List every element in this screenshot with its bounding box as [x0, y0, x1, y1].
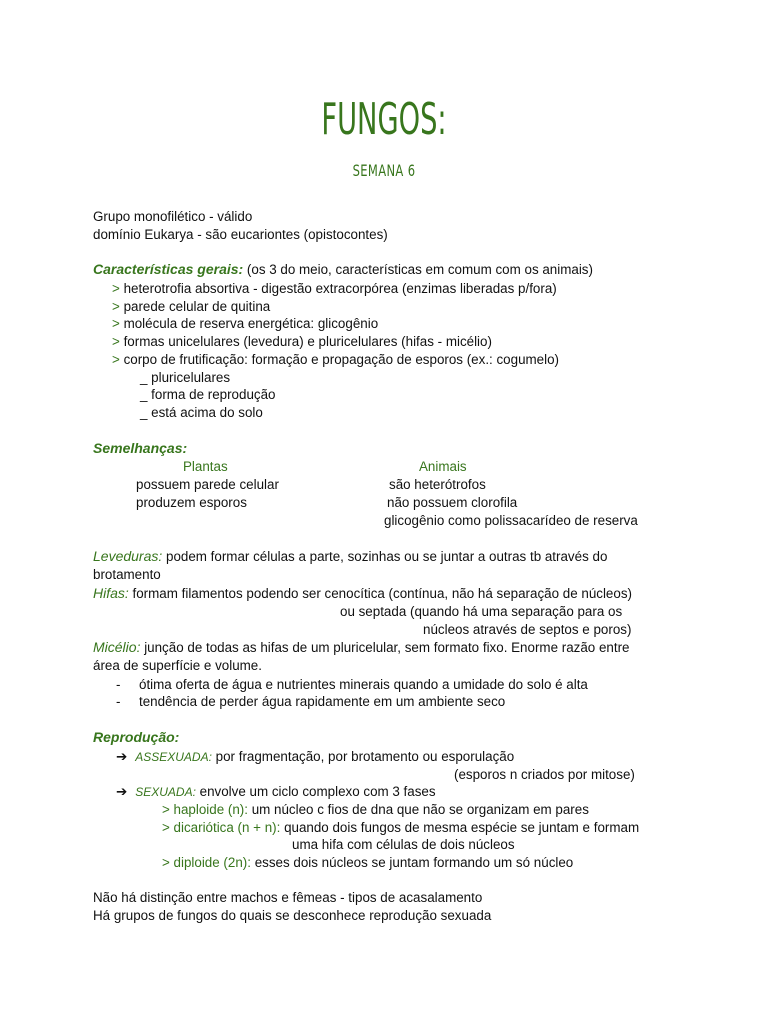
sexuada-text: envolve um ciclo complexo com 3 fases	[195, 784, 436, 799]
intro-line-1: Grupo monofilético - válido	[93, 209, 253, 224]
leveduras-line-2: brotamento	[93, 567, 161, 582]
reproducao-heading: Reprodução:	[93, 729, 180, 745]
intro-line-2: domínio Eukarya - são eucariontes (opistocontes)	[93, 227, 388, 242]
micelio-item: ótima oferta de água e nutrientes minerais quando a umidade do solo é alta	[139, 677, 588, 692]
item-marker: >	[112, 299, 120, 314]
micelio-text: junção de todas as hifas de um pluricelular, sem formato fixo. Enorme razão entre	[140, 640, 630, 655]
fase-label: > diploide (2n):	[162, 855, 251, 870]
caracteristicas-note: (os 3 do meio, características em comum com os animais)	[243, 262, 593, 277]
page-title: FUNGOS:	[321, 94, 447, 145]
caracteristica-item	[112, 280, 557, 297]
caracteristica-subitem: _ está acima do solo	[140, 405, 263, 420]
micelio-bullet: -	[116, 694, 121, 709]
final-line-2: Há grupos de fungos do quais se desconhece reprodução sexuada	[93, 908, 492, 923]
micelio-item: tendência de perder água rapidamente em um ambiente seco	[139, 694, 506, 709]
micelio-line-2: área de superfície e volume.	[93, 658, 262, 673]
caracteristica-text: corpo de frutificação: formação e propagação de esporos (ex.: cogumelo)	[123, 352, 560, 367]
caracteristicas-heading: Características gerais:	[93, 261, 244, 277]
arrow-right-icon: ➔	[116, 784, 128, 799]
item-marker: >	[112, 316, 120, 331]
sexuada-line	[116, 783, 436, 801]
item-marker: >	[112, 334, 120, 349]
leveduras-text: podem formar células a parte, sozinhas ou se juntar a outras tb através do	[162, 549, 608, 564]
caracteristica-text: molécula de reserva energética: glicogênio	[123, 316, 379, 331]
caracteristica-item	[112, 315, 378, 332]
caracteristicas-line	[93, 261, 593, 278]
micelio-line-1	[93, 639, 629, 656]
fase-label: > haploide (n):	[162, 802, 248, 817]
assexuada-line	[116, 748, 514, 766]
fase-text: quando dois fungos de mesma espécie se juntam e formam	[280, 820, 640, 835]
fase-haploide	[162, 801, 589, 818]
caracteristica-item	[112, 333, 492, 350]
hifas-line-2: ou septada (quando há uma separação para os	[340, 604, 623, 619]
fase-diploide	[162, 854, 573, 871]
item-marker: >	[112, 281, 120, 296]
semelhancas-plantas-item: possuem parede celular	[136, 477, 279, 492]
hifas-term: Hifas:	[93, 585, 129, 601]
hifas-text: formam filamentos podendo ser cenocítica (contínua, não há separação de núcleos)	[128, 586, 632, 601]
leveduras-term: Leveduras:	[93, 548, 163, 564]
page-subtitle: SEMANA 6	[352, 161, 416, 180]
caracteristica-subitem: _ pluricelulares	[140, 370, 231, 385]
fase-label: > dicariótica (n + n):	[162, 820, 281, 835]
micelio-bullet: -	[116, 677, 121, 692]
assexuada-text: por fragmentação, por brotamento ou esporulação	[211, 749, 515, 764]
caracteristica-subitem: _ forma de reprodução	[140, 387, 276, 402]
semelhancas-col-animais-head: Animais	[419, 459, 467, 474]
assexuada-note: (esporos n criados por mitose)	[454, 767, 635, 782]
fase-text: esses dois núcleos se juntam formando um só núcleo	[250, 855, 574, 870]
leveduras-line-1	[93, 548, 607, 565]
caracteristica-item	[112, 351, 559, 368]
semelhancas-animais-item: não possuem clorofila	[387, 495, 518, 510]
fase-dicariotica	[162, 819, 639, 836]
semelhancas-animais-item: glicogênio como polissacarídeo de reserva	[384, 513, 638, 528]
hifas-line-3: núcleos através de septos e poros)	[423, 622, 632, 637]
fase-text: um núcleo c fios de dna que não se organizam em pares	[247, 802, 589, 817]
caracteristica-item	[112, 298, 270, 315]
caracteristica-text: heterotrofia absortiva - digestão extracorpórea (enzimas liberadas p/fora)	[123, 281, 557, 296]
caracteristica-text: parede celular de quitina	[123, 299, 271, 314]
item-marker: >	[112, 352, 120, 367]
sexuada-label: SEXUADA:	[135, 785, 196, 799]
caracteristica-text: formas unicelulares (levedura) e pluricelulares (hifas - micélio)	[123, 334, 492, 349]
semelhancas-animais-item: são heterótrofos	[389, 477, 486, 492]
arrow-right-icon: ➔	[116, 749, 128, 764]
assexuada-label: ASSEXUADA:	[135, 750, 212, 764]
semelhancas-plantas-item: produzem esporos	[136, 495, 247, 510]
hifas-line-1	[93, 585, 632, 602]
final-line-1: Não há distinção entre machos e fêmeas - tipos de acasalamento	[93, 890, 483, 905]
micelio-term: Micélio:	[93, 639, 141, 655]
semelhancas-col-plantas-head: Plantas	[183, 459, 228, 474]
semelhancas-heading: Semelhanças:	[93, 440, 188, 456]
fase-dicariotica-cont: uma hifa com células de dois núcleos	[292, 837, 515, 852]
